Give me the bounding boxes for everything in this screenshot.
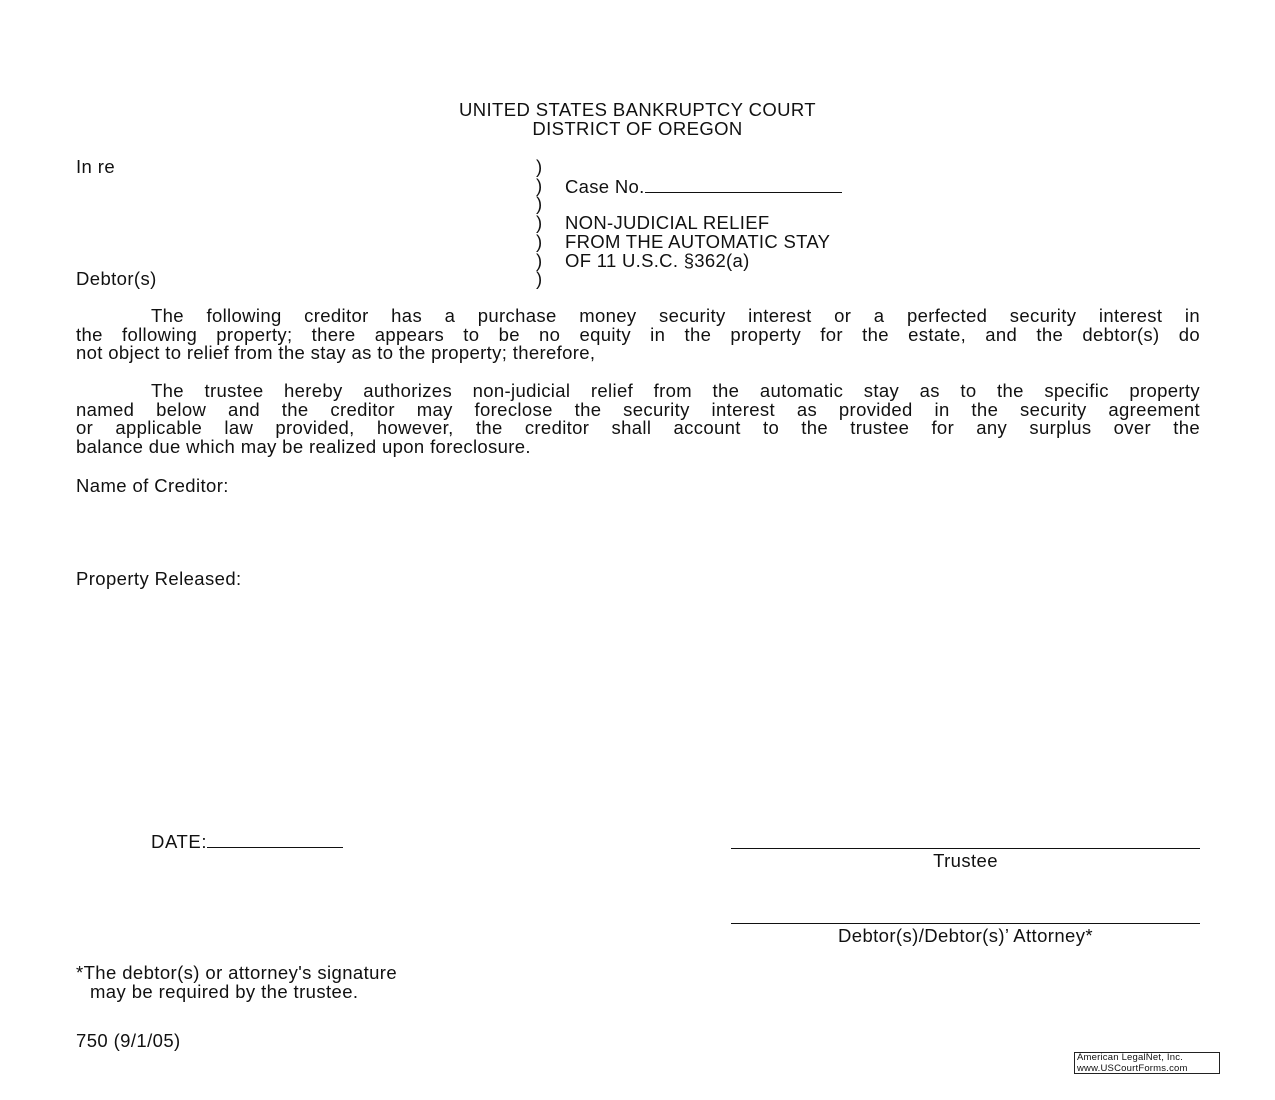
property-released-field[interactable] <box>76 592 1200 812</box>
form-id: 750 (9/1/05) <box>76 1030 181 1051</box>
caption-paren: ) <box>536 250 543 271</box>
case-number-field[interactable] <box>565 176 842 196</box>
caption-paren: ) <box>536 175 543 196</box>
district-name: DISTRICT OF OREGON <box>532 118 743 139</box>
case-number-input[interactable] <box>645 176 842 193</box>
footnote-line-2: may be required by the trustee. <box>90 981 359 1002</box>
paragraph-line: balance due which may be realized upon foreclosure. <box>76 436 531 458</box>
in-re-label: In re <box>76 156 116 177</box>
date-input[interactable] <box>207 831 343 848</box>
caption-paren: ) <box>536 212 543 233</box>
caption-paren: ) <box>536 231 543 252</box>
debtor-attorney-signature-line[interactable] <box>731 923 1200 924</box>
document-title-line-2: FROM THE AUTOMATIC STAY <box>565 231 831 252</box>
document-title-line-3: OF 11 U.S.C. §362(a) <box>565 250 750 271</box>
paragraph-line: not object to relief from the stay as to the property; therefore, <box>76 342 596 364</box>
paragraph-line: The trustee hereby authorizes non-judicial relief from the automatic stay as to the specific property <box>151 380 1200 401</box>
paragraph-line: The following creditor has a purchase money security interest or a perfected security interest in <box>151 305 1200 326</box>
date-label: DATE: <box>151 831 208 852</box>
footnote-line-1: *The debtor(s) or attorney's signature <box>76 962 398 983</box>
paragraph-line: the following property; there appears to be no equity in the property for the estate, and the debtor(s) do <box>76 323 1200 345</box>
publisher-name: American LegalNet, Inc. <box>1077 1052 1183 1063</box>
publisher-url[interactable]: www.USCourtForms.com <box>1077 1062 1188 1074</box>
name-of-creditor-field[interactable] <box>76 497 1200 557</box>
property-released-label: Property Released: <box>76 568 242 589</box>
date-field[interactable] <box>151 831 343 851</box>
caption-paren: ) <box>536 156 543 177</box>
debtor-label: Debtor(s) <box>76 268 157 289</box>
caption-paren: ) <box>536 268 543 289</box>
trustee-signature-line[interactable] <box>731 848 1200 849</box>
case-number-label: Case No. <box>565 176 645 197</box>
name-of-creditor-label: Name of Creditor: <box>76 475 229 496</box>
trustee-label: Trustee <box>933 850 998 871</box>
paragraph-line: or applicable law provided, however, the creditor shall account to the trustee for any surplus over the <box>76 417 1200 439</box>
paragraph-trustee-authorization <box>76 382 1200 457</box>
caption-paren: ) <box>536 193 543 214</box>
debtor-attorney-label: Debtor(s)/Debtor(s)’ Attorney* <box>838 925 1093 946</box>
publisher-box <box>1074 1052 1220 1074</box>
court-name: UNITED STATES BANKRUPTCY COURT <box>458 99 817 120</box>
paragraph-creditor-interest <box>76 307 1200 363</box>
document-title-line-1: NON-JUDICIAL RELIEF <box>565 212 770 233</box>
paragraph-line: named below and the creditor may foreclose the security interest as provided in the security agreement <box>76 398 1200 420</box>
